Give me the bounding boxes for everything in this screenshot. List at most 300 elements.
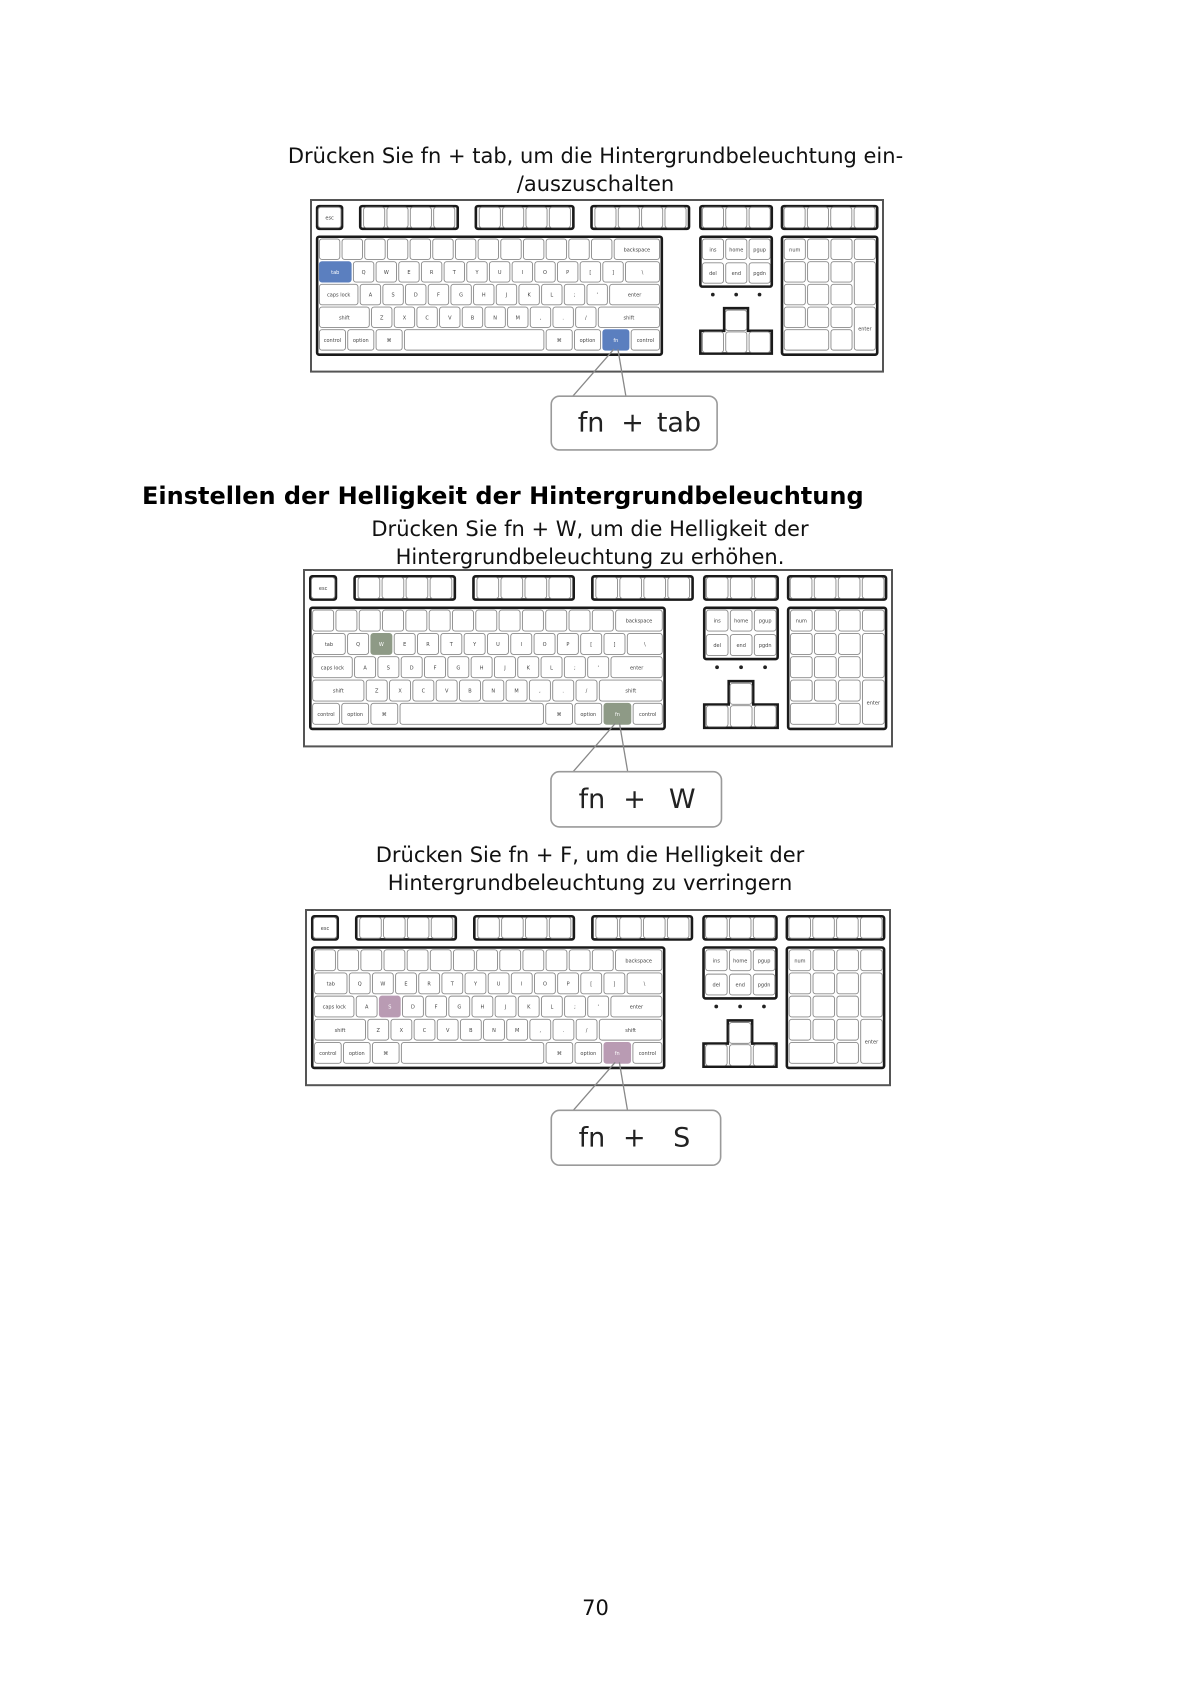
key-label-P: P [566,269,570,276]
key-label-ropt: option [579,337,596,344]
key-label-rbr: ] [613,981,616,988]
key-bslash [626,262,660,282]
key-f9 [595,207,616,227]
key-np10 [784,262,805,282]
key-label-np-enter: enter [858,326,872,333]
key-sym2 [838,577,860,598]
key-num3 [384,950,405,971]
key-label-rctrl: control [639,711,657,718]
key-N [485,307,505,327]
key-R [421,262,441,282]
key-esc [318,207,341,227]
key-rshift [598,307,659,327]
key-f6 [502,917,524,938]
key-fn [604,703,631,724]
key-label-nav-pgdn: pgdn [758,643,772,650]
key-U [487,633,508,654]
key-label-rbr: ] [612,269,615,276]
key-np12 [838,633,860,654]
key-label-caps: caps lock [327,292,351,299]
key-label-dot: . [562,688,565,695]
key-label-T: T [449,641,453,648]
key-label-rcmd: ⌘ [556,337,562,344]
key-label-C: C [425,315,429,322]
key-num2 [359,610,380,631]
key-np-op3 [854,239,875,259]
key-f3 [406,577,428,598]
key-label-nav-del: del [712,982,721,989]
key-I [511,633,532,654]
key-label-A: A [368,292,373,299]
key-nav-home [729,950,751,971]
key-C [414,1019,435,1040]
key-label-B: B [468,688,472,695]
key-label-slash: / [584,315,587,322]
key-ropt [574,330,600,350]
key-label-W: W [380,981,386,988]
key-label-H: H [481,292,486,299]
key-label-np-enter: enter [866,700,881,707]
key-num11 [569,239,589,259]
key-label-quote: ' [597,665,599,672]
caption-fn-w-line1: Drücken Sie fn + W, um die Helligkeit der [371,517,809,541]
key-lbr [581,633,602,654]
key-nav-pgup [754,610,776,631]
key-f5 [478,917,500,938]
key-f1 [358,577,380,598]
key-np31 [814,680,836,701]
key-np22 [838,657,860,678]
key-label-comma: , [539,315,542,322]
key-arrow0 [702,332,723,352]
key-L [541,996,562,1017]
key-f2 [384,917,406,938]
key-np-0 [789,1042,834,1063]
key-label-esc: esc [325,215,334,222]
key-np-enter [854,307,875,350]
key-label-T: T [450,981,454,988]
key-label-bslash: \ [643,641,646,648]
key-label-comma: , [539,1027,542,1034]
key-A [355,657,376,678]
key-X [391,1019,412,1040]
key-lcmd [372,1042,399,1063]
key-D [406,284,426,304]
key-sym3 [854,207,875,227]
key-lopt [348,330,374,350]
key-label-J: J [505,292,508,299]
key-S [383,284,403,304]
key-W [372,973,393,994]
key-nav-home [726,239,747,259]
key-label-tab: tab [324,641,334,648]
key-label-lctrl: control [323,337,342,344]
key-label-tab: tab [331,269,340,276]
key-num11 [569,950,590,971]
key-f8 [549,577,571,598]
key-np32 [837,1019,859,1040]
key-label-G: G [457,1004,462,1011]
key-label-enter: enter [629,665,644,672]
callout-key: W [668,784,696,816]
key-label-nav-pgup: pgup [757,958,771,965]
key-lshift [315,1019,366,1040]
key-bslash [627,973,662,994]
key-arrow1 [729,1045,751,1066]
key-np-op3 [863,610,885,631]
key-sym0 [790,577,812,598]
key-ctrl1 [730,577,752,598]
key-label-numlock: num [795,618,807,625]
key-lopt [342,703,369,724]
key-label-nav-end: end [731,271,742,278]
key-label-slash: / [585,1027,588,1034]
key-num11 [569,610,590,631]
key-rcmd [546,703,573,724]
key-nav-pgup [753,950,775,971]
key-F [426,996,447,1017]
key-label-bslash: \ [643,981,646,988]
key-T [444,262,464,282]
key-ctrl2 [749,207,770,227]
key-Z [372,307,392,327]
key-f9 [596,917,618,938]
key-I [511,973,532,994]
key-f7 [526,207,547,227]
key-label-nav-ins: ins [709,247,717,254]
key-numlock [784,239,805,259]
key-label-nav-end: end [735,982,745,989]
key-R [419,973,440,994]
key-label-C: C [421,688,426,695]
key-label-R: R [427,981,431,988]
key-enter [610,284,660,304]
key-label-nav-ins: ins [712,958,720,965]
key-Q [348,633,369,654]
key-f8 [549,917,571,938]
key-np31 [813,1019,835,1040]
key-rshift [599,680,662,701]
key-rcmd [546,330,572,350]
key-M [507,1019,528,1040]
key-label-I: I [521,269,524,276]
key-caps [313,657,353,678]
key-np30 [784,307,805,327]
key-B [460,1019,481,1040]
key-num1 [336,610,357,631]
key-label-K: K [527,292,531,299]
key-M [508,307,528,327]
key-num7 [476,610,497,631]
key-O [535,262,555,282]
key-num4 [406,610,427,631]
key-f6 [503,207,524,227]
key-caps [319,284,358,304]
key-C [413,680,434,701]
callout-fn: fn [578,1122,606,1154]
key-rshift [599,1019,662,1040]
key-arrow2 [754,706,776,727]
key-label-fn: fn [614,1050,620,1057]
key-ctrl0 [706,917,728,938]
key-f6 [501,577,523,598]
key-space [401,1042,543,1063]
keyboard-diagram-fn-s [306,910,890,1172]
key-label-L: L [550,292,554,299]
key-np-dot [838,703,860,724]
key-np30 [790,680,812,701]
key-f12 [667,917,689,938]
key-backspace [616,950,662,971]
key-label-V: V [445,1027,450,1034]
key-label-backspace: backspace [625,618,653,625]
key-np-op3 [861,950,883,971]
key-label-S: S [391,292,395,299]
key-num2 [365,239,385,259]
key-num5 [430,950,451,971]
key-f11 [644,917,666,938]
key-nav-end [730,635,752,656]
key-backspace [616,610,663,631]
key-label-lctrl: control [317,711,335,718]
key-lbr [580,262,600,282]
key-np-dot [831,330,852,350]
key-comma [530,307,550,327]
key-lcmd [376,330,402,350]
key-num8 [499,610,520,631]
key-T [442,973,463,994]
key-comma [529,680,550,701]
key-num8 [501,239,521,259]
key-num1 [338,950,359,971]
key-label-nav-pgdn: pgdn [753,271,766,278]
key-nav-del [706,974,728,995]
key-label-Y: Y [473,981,478,988]
key-label-D: D [411,1004,415,1011]
key-label-O: O [542,641,547,648]
key-label-Q: Q [357,981,362,988]
key-rbr [604,633,625,654]
key-numlock [789,950,811,971]
caption-fn-f [340,841,840,897]
key-np11 [813,973,835,994]
key-P [557,633,578,654]
key-E [396,973,417,994]
key-num4 [407,950,428,971]
key-lbr [581,973,602,994]
key-esc [313,917,336,938]
key-label-G: G [459,292,464,299]
key-label-N: N [491,688,496,695]
key-label-H: H [480,1004,485,1011]
key-f10 [620,917,642,938]
key-label-lopt: option [347,711,364,718]
key-esc [311,577,334,598]
key-np-0 [790,703,836,724]
key-label-rshift: shift [623,315,635,322]
key-num5 [433,239,453,259]
key-np11 [808,262,829,282]
key-sym3 [860,917,882,938]
key-label-Z: Z [376,1027,380,1034]
key-nav-pgdn [753,974,775,995]
key-num10 [546,610,567,631]
key-label-B: B [469,1027,473,1034]
key-f11 [642,207,663,227]
key-label-V: V [448,315,452,322]
key-label-nav-ins: ins [713,618,721,625]
key-np-op2 [838,610,860,631]
key-np21 [808,284,829,304]
key-f1 [360,917,382,938]
caption-fn-w-line2: Hintergrundbeleuchtung zu erhöhen. [395,545,785,569]
key-label-U: U [496,641,500,648]
caption-fn-tab [280,142,911,198]
key-label-I: I [520,641,522,648]
key-f5 [477,577,499,598]
key-rctrl [631,330,659,350]
key-P [557,262,577,282]
key-lcmd [371,703,398,724]
key-N [483,680,504,701]
key-np32 [838,680,860,701]
key-ropt [575,703,602,724]
keyboard-diagram-fn-tab [311,200,883,450]
callout-plus: + [621,407,644,439]
key-num2 [361,950,382,971]
key-enter [611,657,662,678]
key-label-X: X [399,1027,404,1034]
key-np-op1 [813,950,835,971]
key-label-nav-home: home [729,247,744,254]
key-tab [319,262,351,282]
key-U [488,973,509,994]
key-space [400,703,543,724]
key-label-dot: . [562,1027,565,1034]
key-S [378,657,399,678]
key-np30 [789,1019,811,1040]
key-arrow0 [706,1045,728,1066]
key-np20 [784,284,805,304]
key-label-E: E [407,269,411,276]
key-label-X: X [402,315,407,322]
key-label-K: K [527,1004,531,1011]
key-label-numlock: num [794,958,806,965]
key-num12 [591,239,611,259]
key-label-Z: Z [375,688,379,695]
key-label-R: R [429,269,434,276]
key-A [356,996,377,1017]
key-num7 [478,239,498,259]
key-up [730,683,752,704]
key-lshift [319,307,369,327]
key-np-dot [837,1042,859,1063]
key-num6 [453,950,474,971]
key-label-R: R [426,641,430,648]
key-label-S: S [388,1004,392,1011]
key-label-I: I [521,981,523,988]
key-ropt [575,1042,602,1063]
key-label-H: H [479,665,484,672]
key-caps [315,996,354,1017]
key-Y [467,262,487,282]
key-H [474,284,494,304]
key-np21 [814,657,836,678]
key-f10 [620,577,642,598]
key-label-fn: fn [613,337,619,344]
key-A [360,284,380,304]
key-np-enter [863,680,885,724]
key-label-lshift: shift [332,688,344,695]
key-sym1 [813,917,835,938]
key-D [401,657,422,678]
key-G [449,996,470,1017]
key-f5 [479,207,500,227]
key-label-quote: ' [597,1004,599,1011]
key-np-op1 [808,239,829,259]
key-f9 [596,577,618,598]
key-semi [564,657,585,678]
key-label-rshift: shift [625,688,637,695]
caption-fn-f-line2: Hintergrundbeleuchtung zu verringern [387,871,793,895]
key-label-M: M [514,688,519,695]
key-label-O: O [542,981,547,988]
key-K [518,996,539,1017]
key-label-nav-end: end [736,643,746,650]
callout-plus: + [623,784,646,816]
key-semi [564,284,584,304]
key-np20 [789,996,811,1017]
key-label-M: M [514,1027,520,1034]
key-label-semi: ; [573,292,576,299]
key-rctrl [633,1042,662,1063]
key-X [390,680,411,701]
key-tab [315,973,347,994]
key-num9 [522,610,543,631]
key-label-nav-pgup: pgup [758,618,772,625]
key-G [448,657,469,678]
key-bslash [627,633,662,654]
key-label-L: L [550,1004,554,1011]
key-num3 [383,610,404,631]
key-label-U: U [497,269,502,276]
callout-fn: fn [578,784,606,816]
key-F [425,657,446,678]
key-num4 [410,239,430,259]
key-N [484,1019,505,1040]
key-label-lcmd: ⌘ [381,711,387,718]
key-label-V: V [444,688,449,695]
key-semi [565,996,586,1017]
key-f4 [434,207,455,227]
key-lctrl [315,1042,342,1063]
key-arrow0 [706,706,728,727]
key-Y [465,973,486,994]
key-label-K: K [526,665,530,672]
key-label-lbr: [ [589,269,592,276]
key-np-0 [784,330,828,350]
key-label-enter: enter [627,292,642,299]
key-rbr [603,262,623,282]
key-ctrl0 [702,207,723,227]
key-enter [611,996,662,1017]
key-label-nav-pgup: pgup [753,247,766,254]
key-f4 [430,577,452,598]
key-up [726,310,747,330]
key-np-op2 [831,239,852,259]
key-label-rcmd: ⌘ [556,1050,562,1057]
key-ctrl2 [753,917,775,938]
